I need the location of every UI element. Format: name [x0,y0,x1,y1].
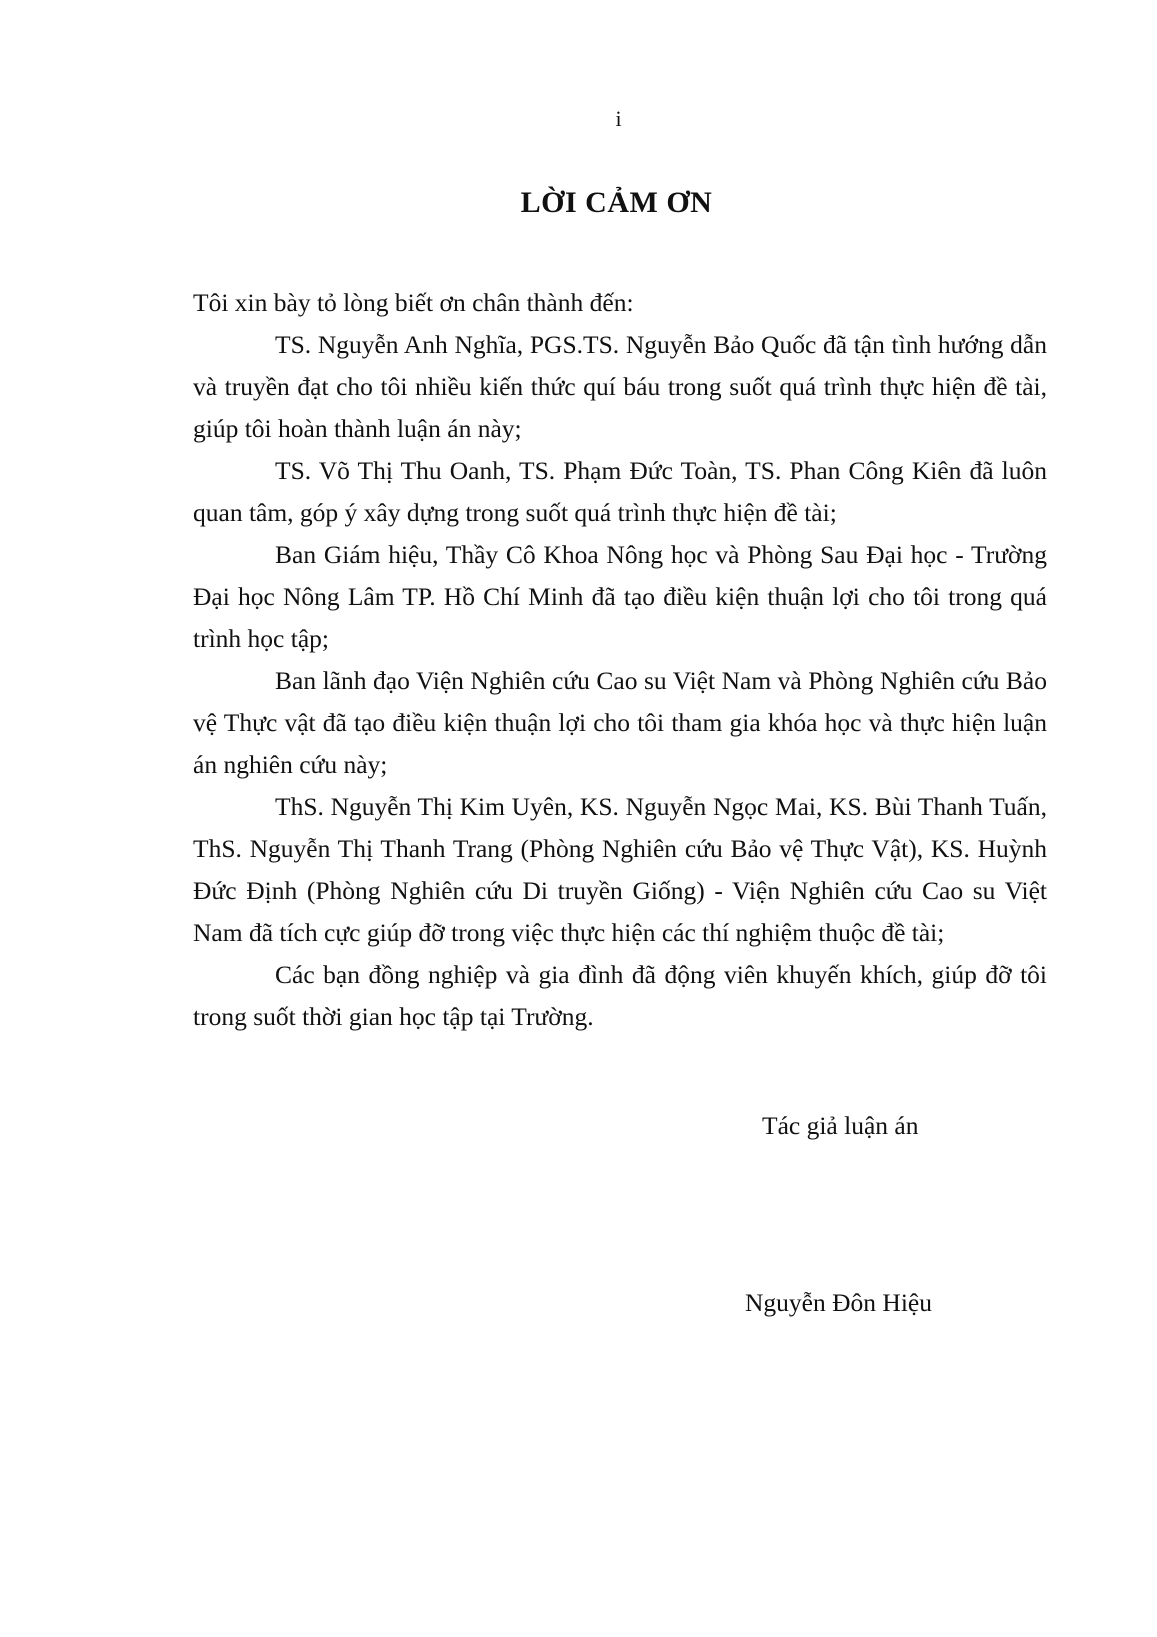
acknowledgement-body [193,282,1047,1038]
page-number: i [615,106,622,131]
signature-role: Tác giả luận án [762,1111,919,1140]
paragraph-reviewers: TS. Võ Thị Thu Oanh, TS. Phạm Đức Toàn, TS. Phan Công Kiên đã luôn quan tâm, góp ý xây dựng trong suốt quá trình thực hiện đề tài; [193,456,1047,527]
intro-paragraph: Tôi xin bày tỏ lòng biết ơn chân thành đến: [193,288,634,317]
paragraph-university: Ban Giám hiệu, Thầy Cô Khoa Nông học và Phòng Sau Đại học - Trường Đại học Nông Lâm TP. Hồ Chí Minh đã tạo điều kiện thuận lợi cho tôi trong quá trình học tập; [193,540,1047,653]
page-title: LỜI CẢM ƠN [520,186,713,219]
signature-name: Nguyễn Đôn Hiệu [745,1288,932,1317]
paragraph-advisors: TS. Nguyễn Anh Nghĩa, PGS.TS. Nguyễn Bảo Quốc đã tận tình hướng dẫn và truyền đạt cho tôi nhiều kiến thức quí báu trong suốt quá trình thực hiện đề tài, giúp tôi hoàn thành luận án này; [193,330,1047,443]
paragraph-family: Các bạn đồng nghiệp và gia đình đã động viên khuyến khích, giúp đỡ tôi trong suốt thời gian học tập tại Trường. [193,960,1047,1031]
paragraph-colleagues: ThS. Nguyễn Thị Kim Uyên, KS. Nguyễn Ngọc Mai, KS. Bùi Thanh Tuấn, ThS. Nguyễn Thị Thanh Trang (Phòng Nghiên cứu Bảo vệ Thực Vật), KS. Huỳnh Đức Định (Phòng Nghiên cứu Di truyền Giống) - Viện Nghiên cứu Cao su Việt Nam đã tích cực giúp đỡ trong việc thực hiện các thí nghiệm thuộc đề tài; [193,792,1047,947]
paragraph-institute: Ban lãnh đạo Viện Nghiên cứu Cao su Việt Nam và Phòng Nghiên cứu Bảo vệ Thực vật đã tạo điều kiện thuận lợi cho tôi tham gia khóa học và thực hiện luận án nghiên cứu này; [193,666,1047,779]
